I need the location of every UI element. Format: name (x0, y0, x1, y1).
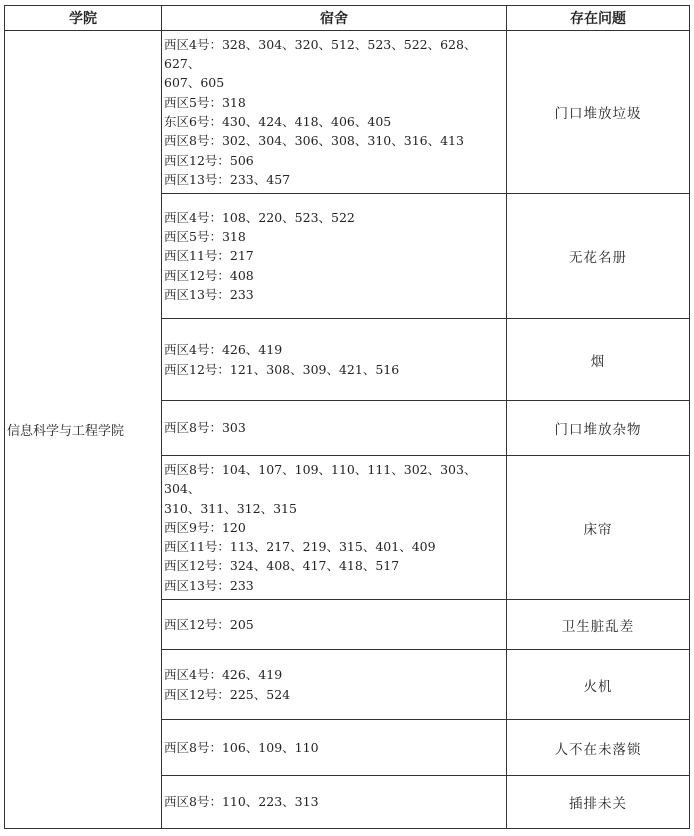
dorm-cell (162, 650, 507, 720)
dorm-line: 西区11号：113、217、219、315、401、409 (164, 539, 436, 555)
dorm-line: 西区12号：408 (164, 267, 254, 283)
dorm-line: 西区8号：302、304、306、308、310、316、413 (164, 133, 464, 149)
dorm-line: 西区4号：328、304、320、512、523、522、628、627、 (164, 36, 477, 72)
dorm-line: 西区13号：233、457 (164, 171, 291, 187)
header-issue: 存在问题 (507, 6, 690, 31)
dorm-line: 西区9号：120 (164, 519, 246, 535)
dorm-line: 607、605 (164, 75, 225, 91)
dorm-line: 西区13号：233 (164, 286, 254, 302)
dorm-cell (162, 600, 507, 650)
dorm-line: 西区8号：106、109、110 (164, 739, 319, 755)
issue-cell: 卫生脏乱差 (507, 600, 690, 650)
dorm-line: 西区12号：121、308、309、421、516 (164, 361, 400, 377)
dorm-cell (162, 401, 507, 456)
header-dorm: 宿舍 (162, 6, 507, 31)
issue-cell: 无花名册 (507, 194, 690, 319)
dorm-inspection-table (4, 5, 690, 829)
dorm-line: 西区8号：110、223、313 (164, 794, 319, 810)
dorm-line: 310、311、312、315 (164, 500, 297, 516)
header-row (5, 6, 690, 31)
dorm-cell (162, 456, 507, 600)
dorm-line: 西区4号：426、419 (164, 667, 283, 683)
dorm-line: 西区11号：217 (164, 248, 254, 264)
dorm-line: 东区6号：430、424、418、406、405 (164, 114, 392, 129)
issue-cell: 门口堆放垃圾 (507, 31, 690, 194)
dorm-cell (162, 31, 507, 194)
dorm-cell (162, 720, 507, 776)
dorm-line: 西区8号：303 (164, 420, 246, 436)
dorm-line: 西区12号：324、408、417、418、517 (164, 558, 400, 574)
dorm-cell (162, 776, 507, 829)
issue-cell: 火机 (507, 650, 690, 720)
dorm-cell (162, 194, 507, 319)
header-college: 学院 (5, 6, 162, 31)
dorm-line: 西区8号：104、107、109、110、111、302、303、304、 (164, 461, 477, 497)
dorm-line: 西区5号：318 (164, 94, 246, 110)
dorm-line: 西区12号：225、524 (164, 686, 291, 702)
issue-cell: 烟 (507, 319, 690, 401)
college-cell: 信息科学与工程学院 (5, 31, 162, 829)
table-row (5, 31, 690, 194)
dorm-cell (162, 319, 507, 401)
issue-cell: 床帘 (507, 456, 690, 600)
dorm-line: 西区12号：506 (164, 152, 254, 168)
issue-cell: 门口堆放杂物 (507, 401, 690, 456)
dorm-line: 西区13号：233 (164, 577, 254, 593)
dorm-line: 西区5号：318 (164, 229, 246, 245)
dorm-line: 西区4号：426、419 (164, 342, 283, 358)
issue-cell: 人不在未落锁 (507, 720, 690, 776)
dorm-line: 西区4号：108、220、523、522 (164, 209, 355, 225)
dorm-line: 西区12号：205 (164, 616, 254, 632)
table-body (5, 31, 690, 829)
issue-cell: 插排未关 (507, 776, 690, 829)
